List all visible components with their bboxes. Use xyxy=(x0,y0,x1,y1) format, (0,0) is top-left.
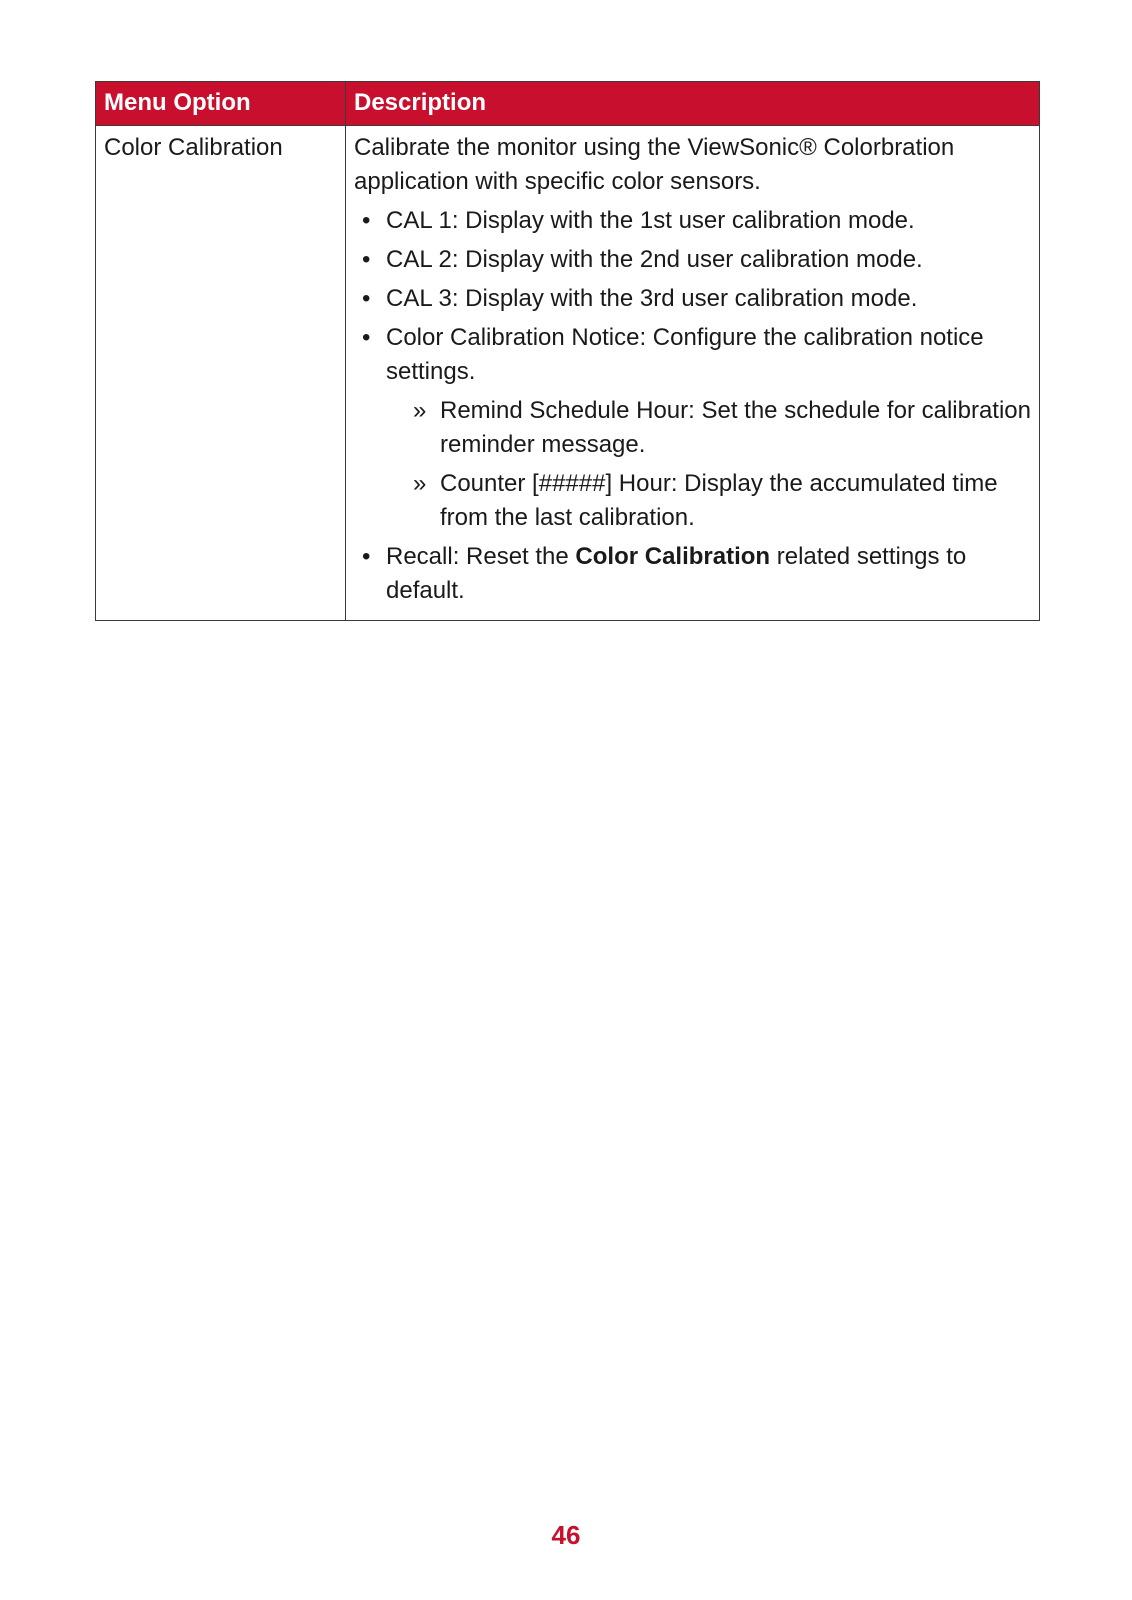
sub-item-remind-schedule: » Remind Schedule Hour: Set the schedule for calibration reminder message. xyxy=(386,394,1031,462)
option-list xyxy=(354,204,1031,608)
description-header: Description xyxy=(346,82,1040,126)
sub-item-counter: » Counter [#####] Hour: Display the accumulated time from the last calibration. xyxy=(386,467,1031,535)
description-cell xyxy=(346,126,1040,621)
notice-sub-list xyxy=(386,394,1031,535)
list-item-cal3: • CAL 3: Display with the 3rd user calibration mode. xyxy=(354,282,1031,316)
recall-prefix: Recall: Reset the xyxy=(386,543,576,570)
table-row xyxy=(96,126,1040,621)
menu-option-cell: Color Calibration xyxy=(96,126,346,621)
list-item-cal2: • CAL 2: Display with the 2nd user calibration mode. xyxy=(354,243,1031,277)
list-item-cal1: • CAL 1: Display with the 1st user calibration mode. xyxy=(354,204,1031,238)
menu-option-header: Menu Option xyxy=(96,82,346,126)
list-item-recall xyxy=(354,540,1031,608)
description-intro: Calibrate the monitor using the ViewSonic® Colorbration application with specific color sensors. xyxy=(354,134,955,195)
list-item-notice xyxy=(354,321,1031,535)
notice-text: Color Calibration Notice: Configure the calibration notice settings. xyxy=(386,324,984,385)
recall-suffix: related settings to default. xyxy=(386,543,967,604)
page-number: 46 xyxy=(551,1520,581,1550)
recall-bold-term: Color Calibration xyxy=(575,543,771,570)
table-header-row xyxy=(96,82,1040,126)
menu-options-table xyxy=(95,81,1040,621)
